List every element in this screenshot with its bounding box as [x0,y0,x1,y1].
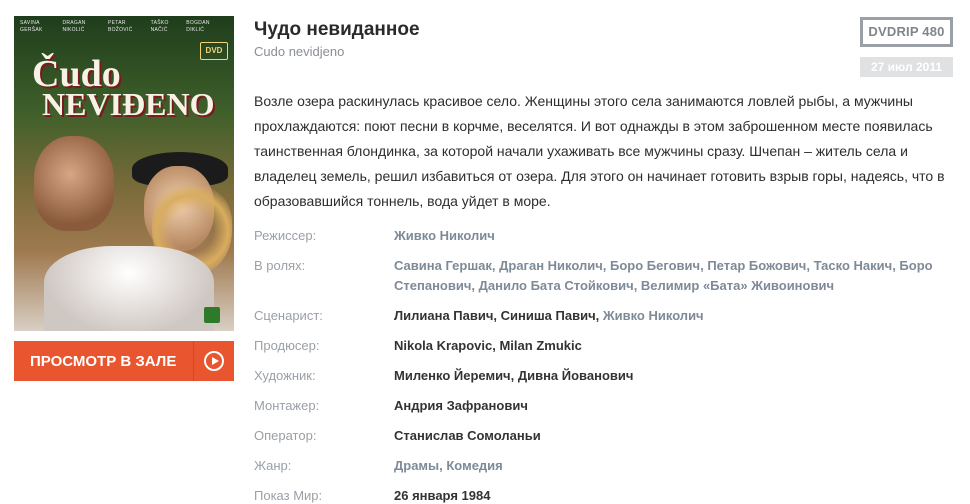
detail-link[interactable]: Драмы, Комедия [394,458,503,473]
poster-dvd-badge: DVD [200,42,228,60]
detail-text: Nikola Krapovic, Milan Zmukic [394,338,582,353]
detail-value [394,306,954,326]
detail-text: 26 января 1984 [394,488,491,503]
detail-value [394,456,954,476]
detail-text: Миленко Йеремич, Дивна Йованович [394,368,634,383]
detail-label: Показ Мир: [254,488,323,503]
poster-figure-dress [44,246,214,331]
detail-label: В ролях: [254,258,306,273]
watch-button-divider [193,341,194,381]
movie-title: Чудо невиданное [254,19,420,40]
detail-text: Лилиана Павич, Синиша Павич, [394,308,603,323]
detail-value [394,426,954,446]
detail-value [394,256,954,296]
poster-title-line2: NEVIĐENO [42,86,215,122]
detail-text: Андрия Зафранович [394,398,528,413]
detail-label: Оператор: [254,428,317,443]
detail-label: Жанр: [254,458,292,473]
poster-studio-logo [204,307,220,323]
detail-row [254,226,954,246]
detail-row [254,486,954,504]
detail-label: Сценарист: [254,308,323,323]
detail-value [394,336,954,356]
detail-value [394,486,954,504]
detail-label: Художник: [254,368,316,383]
detail-label: Монтажер: [254,398,320,413]
detail-value [394,226,954,246]
detail-row [254,456,954,476]
detail-value [394,366,954,386]
poster-cast-names: SAVINA GERŠAK DRAGAN NIKOLIĆ PETAR BOŽOVIĆ TAŠKO NAČIĆ BOGDAN DIKLIĆ [20,20,210,33]
quality-badge: DVDRIP 480 [860,17,953,47]
watch-in-hall-button[interactable] [14,341,234,381]
watch-button-label: ПРОСМОТР В ЗАЛЕ [30,352,177,370]
detail-row [254,366,954,386]
detail-label: Продюсер: [254,338,320,353]
detail-row [254,256,954,296]
date-badge: 27 июл 2011 [860,57,953,77]
detail-row [254,396,954,416]
detail-link[interactable]: Живко Николич [394,228,495,243]
detail-row [254,306,954,326]
detail-value [394,396,954,416]
detail-link[interactable]: Живко Николич [602,308,704,323]
detail-text: Станислав Сомоланьи [394,428,541,443]
detail-link[interactable]: Савина Гершак, Драган Николич, Боро Бегович, Петар Божович, Таско Накич, Боро Степанович, Данило Бата Стойкович, Велимир «Бата» Живоинович [394,258,933,293]
movie-poster[interactable] [14,16,234,331]
detail-row [254,426,954,446]
movie-original-title: Cudo nevidjeno [254,44,345,59]
movie-description: Возле озера раскинулась красивое село. Женщины этого села занимаются ловлей рыбы, а мужчины прохлаждаются: поют песни в корчме, веселятся. И вот однажды в этом заброшенном месте появилась таинственная блондинка, за которой начали ухаживать все мужчины сразу. Шчепан – житель села и владелец земель, решил избавиться от озера. Для этого он начинает готовить взрыв горы, надеясь, что в образовавшийся тоннель, вода уйдет в море. [254,93,945,209]
detail-row [254,336,954,356]
poster-title-line1: Čudo [32,53,121,95]
play-circle-icon [204,351,224,371]
detail-label: Режиссер: [254,228,317,243]
poster-figure-man [34,136,114,231]
